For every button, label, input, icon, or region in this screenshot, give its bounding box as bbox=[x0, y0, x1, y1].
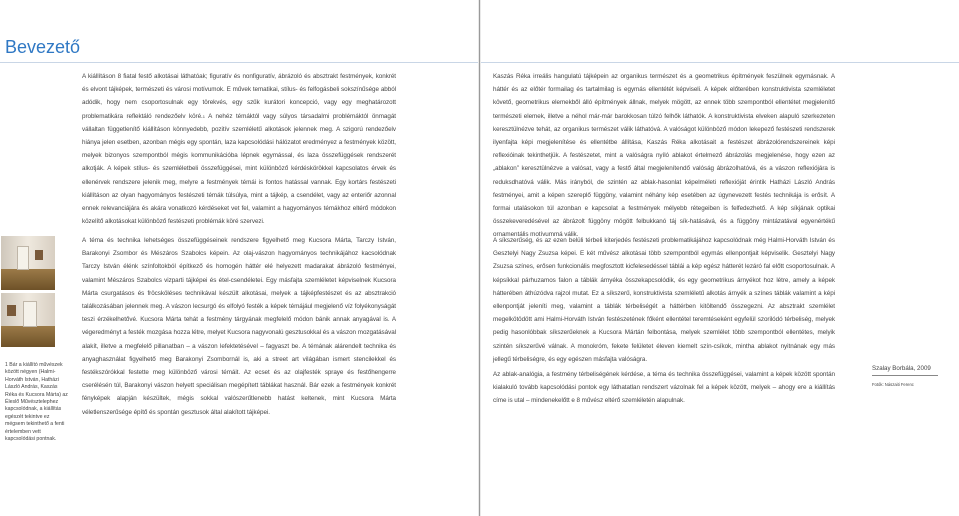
body-paragraph-right: A síkszerűség, és az ezen belüli térbeli kiterjedés festészeti problematikájához kapcsolódnak még Halmi-Horváth István és Gesztelyi Nagy Zsuzsa képei. E két művész alkotásai több szempontból egymás ellenpontjait képviselik. Gesztelyi Nagy Zsuzsa színes, erősen funkcionális megfosztott kicfelesedéssel táblái a kép egész hátterét lezáró fal előtt csoportosulnak. A képsíkkal párhuzamos falon a táblák árnyéka összekapcsolódik, és egy geometrikus árnyékot hoz létre, amely a képek hátterében áthúzódva rajzol mutat. Ez a síkszerű, konstruktivista szemléletű alkotás árnyék a színes táblák valamint a képi ellenpontját jeleníti meg, valamint a táblák térbeliségét a háttérben kitöltendő összegezni. Az absztrakt szemlélet megelkötödött ami Halmi-Horváth István festészetének főként ellentétel teremtéseként egyfelül szorilódó térbeliség, melyek pedig hasonlóbbak síkszerűeknek a Kucsora Mártán felbontása, melyek szemlélet több szempontból ellentétes, melyik szintén síkszerűvé válnak. A monokróm, fekete felületet éleven kiemelt szín-csíkok, mintha ablakot nyitnának egy más jellegű térbeliségre, és egy egészen másfajta valóságra. bbox=[493, 237, 835, 363]
left-page bbox=[0, 0, 478, 516]
intro-paragraph-right: Kaszás Réka irreális hangulatú tájképein az organikus természet és a geometrikus építmények feszülnek egymásnak. A háttér és az előtér formailag és tartalmilag is egymás ellentétét képviseli. A képek előterében konstruktivista szemléletet követő, geometrikus elemekből álló építmények állnak, melyek mögött, az ennek több szempontból ellentétet megjelenítő természeti elemek, illetve a néhol már-már barokkosan túlzó felhők láthatók. A konstruktivista elveken alapuló szerkezeten keresztülnézve tehát, az organikus természet válik láthatóvá. A valóságot különböző módon lekepező festészeti rendszerek ilyenfajta képi megjelenítése és ellentétbe állítása, Kaszás Réka alkotásait a festészet ábrázolórendszereinek képi reflexióinak tekinthetjük. A festészetet, mint a valóságra nyíló ablakot értelmező ábrázolás megjelenése, hogy ezen az „ablakon” keresztülnézve a valósat, vagy a festő által megjelenítendő valóság ábrázolhatóvá, és a vászon reflexiójára is reduksdhatóvá válik. Más irányból, de szintén az ablak-hasonlat képelméleti reflexióját érintik Hatházi László András festményei, amit a képen szereplő függöny, valamint néhány kép esetében az úgynevezett festés technikája is erősít. A formai utalásokon túl azonban e kapcsolat a festmények mélyebb rétegeiben is felfedezhető. A kép síkjának optikai összekeveredésével az ábrázolt függöny mögött felbukkanó táj sík-hatásává, és a függöny mintázatával egyenértékű ornamentális motívummá válik. bbox=[493, 73, 835, 239]
caption-number: 1 bbox=[5, 362, 8, 368]
intro-paragraph bbox=[82, 70, 396, 228]
title-rule-right bbox=[481, 62, 959, 63]
photo-artwork bbox=[7, 305, 16, 316]
gallery-photo-2 bbox=[1, 293, 55, 347]
photo-doorway bbox=[17, 246, 29, 270]
closing-paragraph: Az ablak-analógia, a festmény térbeliségének kérdése, a téma és technika összefüggései, valamint a képek között spontán kialakuló tovább kapcsolódási pontok egy láthatatlan rendszert vázolnak fel a képek között, melyek – ahogy ere a kiállítás címe is utal – mindenekelőtt e 8 művész eltérő szemléletén alapulnak. bbox=[493, 371, 835, 405]
intro-text-a: A kiállításon 8 fiatal festő alkotásai láthatóak; figuratív és nonfiguratív, ábrázoló és absztrakt festmények, konkrét és elvont tájképek, természeti és városi motívumok. E művek tematikai, stílus- és felfogásbeli sokszínűsége abból adódik, hogy nem csoportosulnak egy törekvés, egy szűk kurátori koncepció, vagy egy meghatározott problematikára reflektáló rendezőelv köré. bbox=[82, 73, 396, 120]
photo-floor bbox=[1, 269, 55, 290]
photo-doorway bbox=[23, 301, 37, 327]
photo-artwork bbox=[35, 250, 43, 260]
spine-line bbox=[479, 0, 480, 516]
title-rule bbox=[0, 62, 478, 63]
intro-text-b: A nehéz témáktól vagy súlyos társadalmi problémáktól önmagát vállaltan függetlenítő kiállításon könnyedebb, pozitív szemléletű alkotások jelennek meg. A szigorú rendezőelv hiánya jelen esetben, azonban mégis egy spontán, laza kapcsolódási hálózatot eredményez a festmények között, melyek bizonyos szempontból mégis kommunikációba lépnek egymással, és laza összefüggések rendszerét alkotják. A képek stílus- és szemléletbeli összefüggései, mint különböző kérdéskörökkel kapcsolatos érvek és ellenérvek rendszere jelenik meg, melyre a festmények témái is fontos hatással vannak. Egy kortárs festészeti kiállításon az olyan hagyományos festészeti témák túlsúlya, mint a tájkép, a csendélet, vagy az enteriőr azonnal ennek relevanciájára és akára vonatkozó kérdéseket vet fel, valamint a hagyományos témákhoz eltérő módokon közelítő alkotásokat különböző festészeti problémák köré szervezi. bbox=[82, 112, 396, 226]
right-page bbox=[481, 0, 959, 516]
footnote-ref: 1 bbox=[202, 113, 205, 119]
page-title: Bevezető bbox=[5, 37, 81, 57]
author-signature: Szalay Borbála, 2009 bbox=[872, 365, 931, 372]
photo-credit: Fotók: Nászaiti Ferenc bbox=[872, 382, 914, 387]
caption-text: Bár a kiállító művészek között négyen (Halmi-Horváth István, Hatházi László András, Kaszás Réka és Kucsora Márta) az Éleslő Művésztelephez kapcsolódnak, a kiállítás egészét tekintve ez mégsem tekinthető a fenti értelemben vett kapcsolódási pontnak. bbox=[5, 362, 68, 443]
body-paragraph-left: A téma és technika lehetséges összefüggéseinek rendszere figyelhető meg Kucsora Márta, Tarczy István, Barakonyi Zsombor és Mészáros Szabolcs képein. Az olaj-vászon hagyományos technikájához kacsolódnak Tarczy István élénk színfoltokból építkező és homogén háttér elé helyezett madarakat ábrázoló festményei, valamint Mészáros Szabolcs vizparti tájképei és étel-csendéletei. Egy másfajta szemléletet képviselnek Kucsora Márta csurgatásos és fröcsköléses technikával készült alkotásai, melyek a tájképfestészet és az absztrakció találkozásában jelennek meg. A vászon lecsurgó és elfolyó festék a képek témájául megjelenő víz folyékonyságát teszi érzékelhetővé. Kucsora Márta tehát a festmény tárgyának megfelelő módon bánik annak anyagával is. A végeredményt a festék mozgása hozza létre, melyet Kucsora nagyvonalú gesztusokkal és a vászon mozgatásával alakít, illetve a megfelelő pillanatban – a vászon lefektetésével – fagyaszt be. A témának alárendelt technika és anyaghasználat figyelhető meg Barakonyi Zsombornál is, aki a street art világában ismert stencilekkel és festékszórókkal festette meg különböző városi témáit. Az ecset és az olajfesték spraye és festőhengerre cserélésén túl, Barakonyi vászon helyett speciálisan megépített táblákat használ. Bár ezek a festmények konkrét fényképek alapján készültek, mégis sokkal valószerűtlenebb hatást keltenek, mint Kucsora Márta véletlenszerűsége építő és spontán gesztusok által alakított tájképei. bbox=[82, 237, 396, 416]
footnote-caption bbox=[5, 362, 69, 443]
gallery-photo-1 bbox=[1, 236, 55, 290]
signature-rule bbox=[872, 375, 938, 376]
photo-floor bbox=[1, 326, 55, 347]
